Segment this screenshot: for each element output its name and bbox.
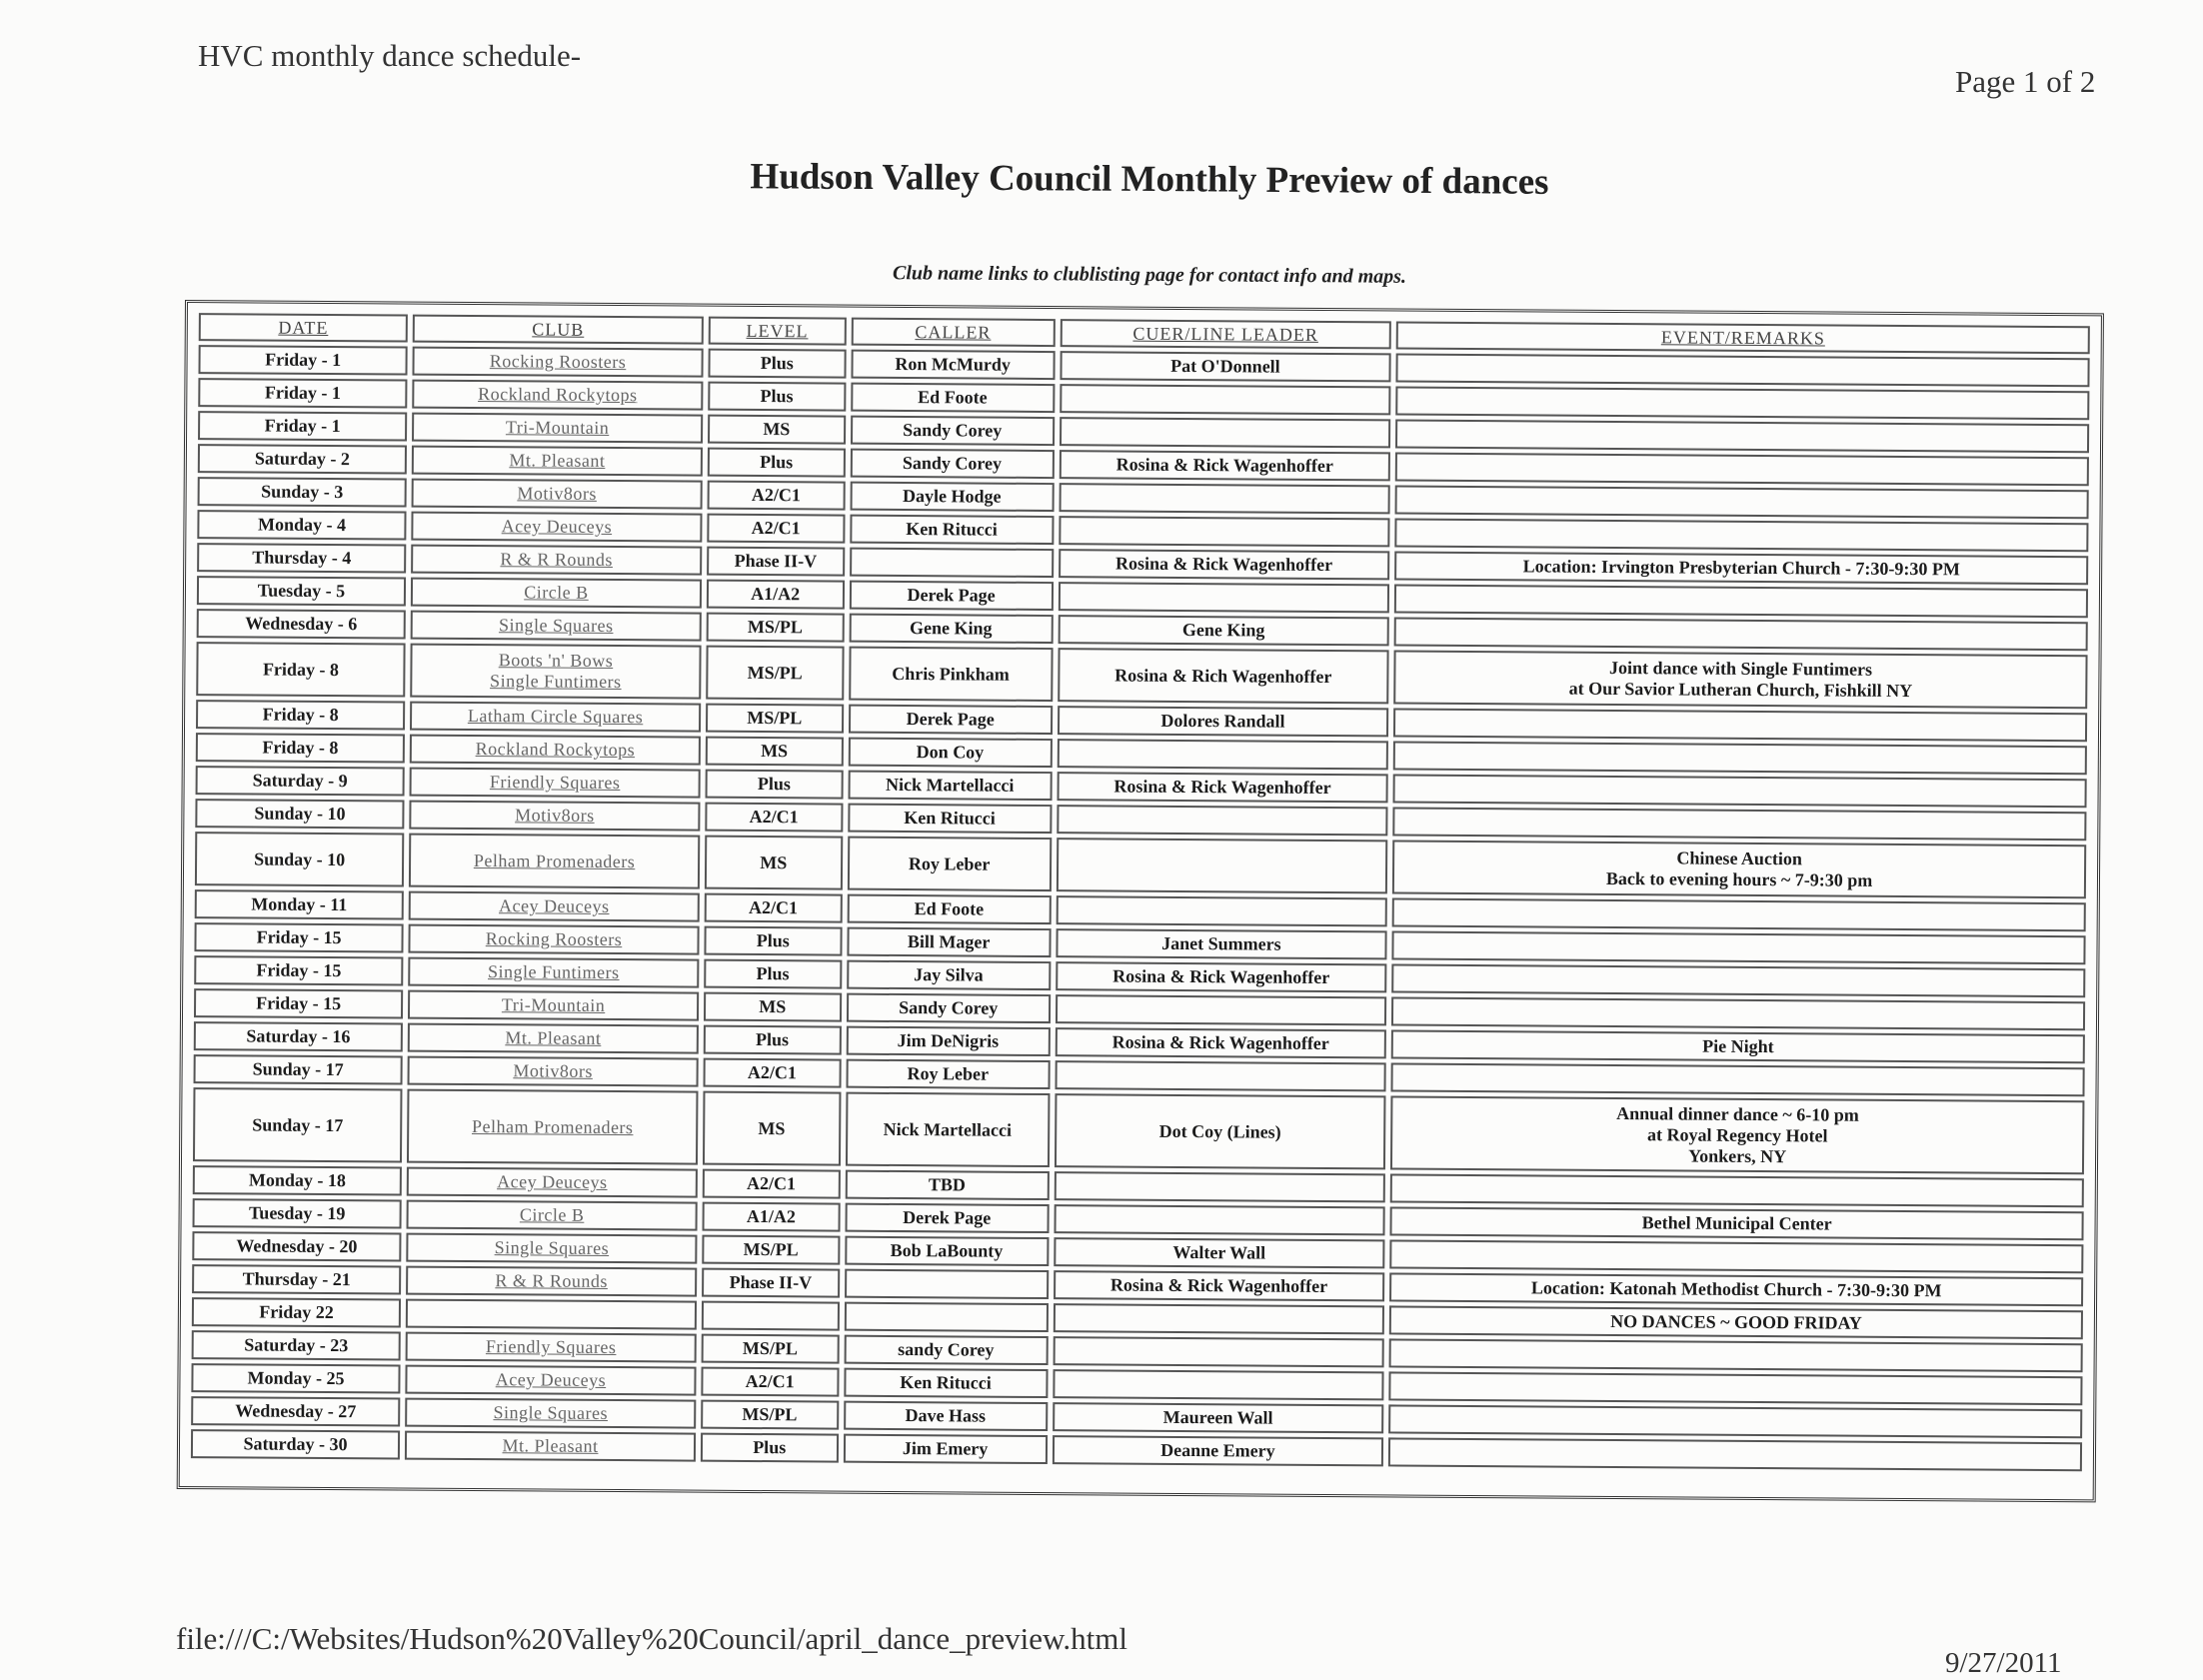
footer-date: 9/27/2011 xyxy=(1945,1647,2062,1679)
cell-level: A2/C1 xyxy=(705,893,843,923)
cell-date: Sunday - 10 xyxy=(195,832,405,886)
cell-club-link[interactable]: Boots 'n' Bows Single Funtimers xyxy=(410,644,701,700)
cell-date: Friday - 8 xyxy=(196,642,406,697)
cell-event xyxy=(1395,386,2089,420)
cell-club-link[interactable]: Friendly Squares xyxy=(410,768,701,799)
cell-club-link[interactable]: Single Squares xyxy=(411,611,702,642)
cell-caller xyxy=(844,1302,1048,1332)
cell-event xyxy=(1391,996,2085,1030)
cell-level: A1/A2 xyxy=(707,580,845,610)
cell-club-link[interactable]: Single Funtimers xyxy=(408,957,699,988)
cell-cuer: Rosina & Rick Wagenhoffer xyxy=(1057,772,1388,803)
cell-cuer xyxy=(1056,994,1387,1025)
cell-date: Friday - 8 xyxy=(196,700,405,730)
cell-caller: Sandy Corey xyxy=(851,416,1055,446)
cell-event xyxy=(1389,1338,2083,1372)
cell-event: NO DANCES ~ GOOD FRIDAY xyxy=(1389,1305,2083,1339)
cell-date: Friday - 8 xyxy=(196,733,405,763)
cell-club-link[interactable]: Mt. Pleasant xyxy=(408,1023,699,1054)
cell-event xyxy=(1392,807,2086,840)
cell-cuer: Rosina & Rick Wagenhoffer xyxy=(1059,450,1390,481)
cell-cuer: Dolores Randall xyxy=(1058,706,1389,737)
cell-level: MS/PL xyxy=(706,646,844,701)
cell-caller: Ken Ritucci xyxy=(848,804,1052,834)
cell-level: A2/C1 xyxy=(705,803,843,833)
cell-date: Saturday - 16 xyxy=(194,1021,403,1051)
cell-club-link xyxy=(406,1299,697,1330)
cell-event xyxy=(1393,708,2087,742)
cell-club-link[interactable]: R & R Rounds xyxy=(411,545,702,576)
cell-club-link[interactable]: Single Squares xyxy=(405,1398,696,1429)
footer-url: file:///C:/Websites/Hudson%20Valley%20Council/april_dance_preview.html xyxy=(176,1621,1127,1656)
table-row xyxy=(193,1087,2084,1174)
cell-date: Tuesday - 19 xyxy=(193,1198,402,1228)
cell-cuer xyxy=(1060,384,1391,415)
cell-club-link[interactable]: Circle B xyxy=(407,1200,698,1231)
cell-level: Phase II-V xyxy=(707,547,845,577)
cell-club-link[interactable]: Acey Deuceys xyxy=(406,1365,697,1396)
cell-date: Sunday - 10 xyxy=(195,799,404,829)
cell-cuer xyxy=(1057,739,1388,770)
cell-level: MS xyxy=(703,1091,841,1166)
cell-event xyxy=(1394,617,2088,651)
cell-cuer xyxy=(1054,1204,1385,1235)
cell-caller: Dave Hass xyxy=(844,1401,1048,1431)
cell-caller: Dayle Hodge xyxy=(850,482,1054,512)
cell-event xyxy=(1393,741,2087,775)
cell-level xyxy=(702,1301,840,1331)
cell-event xyxy=(1395,452,2089,486)
cell-cuer xyxy=(1053,1369,1384,1400)
cell-event xyxy=(1388,1437,2082,1471)
cell-caller: Ed Foote xyxy=(847,894,1051,924)
cell-level: Plus xyxy=(704,926,842,956)
table-row xyxy=(195,832,2086,898)
cell-club-link[interactable]: Motiv8ors xyxy=(408,1056,699,1087)
cell-level: A2/C1 xyxy=(701,1367,839,1397)
cell-cuer: Dot Coy (Lines) xyxy=(1055,1093,1386,1169)
cell-cuer: Janet Summers xyxy=(1056,928,1387,959)
cell-level: Plus xyxy=(701,1433,839,1463)
cell-event xyxy=(1395,419,2089,453)
cell-event xyxy=(1393,774,2087,808)
cell-caller: Ken Ritucci xyxy=(844,1368,1048,1398)
cell-level: MS xyxy=(706,737,844,767)
cell-level: A2/C1 xyxy=(707,514,845,544)
cell-cuer xyxy=(1059,483,1390,514)
cell-club-link[interactable]: Rocking Roosters xyxy=(413,347,704,378)
cell-date: Monday - 18 xyxy=(193,1165,402,1195)
cell-event xyxy=(1388,1404,2082,1438)
cell-caller: Gene King xyxy=(849,614,1053,644)
cell-level: A2/C1 xyxy=(703,1058,841,1088)
cell-cuer: Rosina & Rick Wagenhoffer xyxy=(1056,961,1387,992)
cell-caller: Chris Pinkham xyxy=(849,647,1053,702)
cell-level: MS/PL xyxy=(706,704,844,734)
cell-event xyxy=(1392,897,2086,931)
cell-date: Saturday - 9 xyxy=(196,766,405,796)
cell-event xyxy=(1391,963,2085,997)
cell-cuer: Rosina & Rick Wagenhoffer xyxy=(1055,1027,1386,1058)
cell-cuer xyxy=(1055,1060,1386,1091)
column-header-event: EVENT/REMARKS xyxy=(1396,321,2090,354)
cell-club-link[interactable]: Pelham Promenaders xyxy=(407,1089,698,1165)
cell-caller: Jim Emery xyxy=(844,1434,1048,1464)
cell-level: MS/PL xyxy=(701,1400,839,1430)
cell-event xyxy=(1389,1371,2083,1405)
cell-caller: Jim DeNigris xyxy=(846,1026,1050,1056)
cell-event: Pie Night xyxy=(1391,1029,2085,1063)
cell-cuer: Deanne Emery xyxy=(1053,1435,1384,1466)
cell-caller xyxy=(850,548,1054,578)
cell-date: Saturday - 23 xyxy=(192,1330,401,1360)
cell-cuer: Rosina & Rich Wagenhoffer xyxy=(1058,648,1389,704)
cell-event xyxy=(1390,1173,2084,1207)
cell-cuer xyxy=(1059,516,1390,547)
cell-club-link[interactable]: Circle B xyxy=(411,578,702,609)
schedule-table-frame xyxy=(177,300,2104,1502)
cell-caller: Nick Martellacci xyxy=(848,771,1052,801)
cell-level: Plus xyxy=(708,448,846,478)
schedule-table xyxy=(186,309,2095,1475)
header-left-text: HVC monthly dance schedule- xyxy=(198,38,582,73)
cell-club-link[interactable]: Acey Deuceys xyxy=(411,512,702,543)
cell-event xyxy=(1395,518,2089,552)
cell-club-link[interactable]: Friendly Squares xyxy=(406,1332,697,1363)
cell-caller: Nick Martellacci xyxy=(846,1092,1051,1167)
cell-level: MS/PL xyxy=(701,1334,839,1364)
schedule-body xyxy=(191,345,2090,1471)
cell-level: MS xyxy=(704,992,842,1022)
cell-caller: Ed Foote xyxy=(851,383,1055,413)
cell-date: Monday - 25 xyxy=(191,1363,400,1393)
page-number: Page 1 of 2 xyxy=(1955,64,2096,99)
cell-event: Bethel Municipal Center xyxy=(1390,1206,2084,1240)
cell-caller: Bill Mager xyxy=(847,927,1051,957)
cell-event: Chinese Auction Back to evening hours ~ 7-9:30 pm xyxy=(1392,840,2086,898)
cell-date: Monday - 11 xyxy=(195,889,404,919)
cell-cuer xyxy=(1057,838,1388,893)
cell-club-link[interactable]: Mt. Pleasant xyxy=(405,1431,696,1462)
cell-club-link[interactable]: Motiv8ors xyxy=(409,801,700,832)
cell-club-link[interactable]: Tri-Mountain xyxy=(412,413,703,444)
cell-event xyxy=(1389,1239,2083,1273)
cell-event: Location: Katonah Methodist Church - 7:30-9:30 PM xyxy=(1389,1272,2083,1306)
column-header-date: DATE xyxy=(199,313,408,342)
cell-date: Monday - 4 xyxy=(197,510,406,540)
cell-event xyxy=(1396,353,2090,387)
cell-club-link[interactable]: Mt. Pleasant xyxy=(412,446,703,477)
cell-event xyxy=(1391,1062,2085,1096)
cell-club-link[interactable]: Acey Deuceys xyxy=(409,891,700,922)
cell-date: Wednesday - 6 xyxy=(197,609,406,639)
cell-level: A2/C1 xyxy=(703,1169,841,1199)
cell-date: Friday - 1 xyxy=(198,378,407,408)
cell-club-link[interactable]: Latham Circle Squares xyxy=(410,702,701,733)
cell-date: Friday - 15 xyxy=(194,922,403,952)
cell-caller: Roy Leber xyxy=(848,837,1052,891)
cell-cuer xyxy=(1056,895,1387,926)
cell-level: MS/PL xyxy=(707,613,845,643)
cell-event: Location: Irvington Presbyterian Church - 7:30-9:30 PM xyxy=(1394,551,2088,585)
cell-level: A1/A2 xyxy=(702,1202,840,1232)
cell-level: Plus xyxy=(704,959,842,989)
cell-level: Plus xyxy=(708,382,846,412)
cell-date: Friday - 15 xyxy=(194,955,403,985)
column-header-level: LEVEL xyxy=(709,317,847,346)
cell-cuer: Walter Wall xyxy=(1054,1237,1385,1268)
table-row xyxy=(196,642,2087,709)
cell-cuer xyxy=(1053,1303,1384,1334)
cell-caller: Derek Page xyxy=(849,581,1053,611)
cell-date: Tuesday - 5 xyxy=(197,576,406,606)
cell-event xyxy=(1394,584,2088,618)
cell-event xyxy=(1392,930,2086,964)
cell-caller: Ron McMurdy xyxy=(851,350,1055,380)
cell-date: Sunday - 17 xyxy=(193,1087,403,1162)
cell-date: Sunday - 3 xyxy=(198,477,407,507)
cell-caller: Derek Page xyxy=(845,1203,1049,1233)
cell-level: Plus xyxy=(708,349,846,379)
cell-date: Friday 22 xyxy=(192,1297,401,1327)
cell-date: Saturday - 2 xyxy=(198,444,407,474)
cell-date: Sunday - 17 xyxy=(194,1054,403,1084)
cell-club-link[interactable]: Rocking Roosters xyxy=(409,924,700,955)
cell-club-link[interactable]: Rockland Rockytops xyxy=(412,380,703,411)
cell-cuer xyxy=(1060,417,1391,448)
cell-cuer: Pat O'Donnell xyxy=(1060,351,1391,382)
column-header-cuer: CUER/LINE LEADER xyxy=(1060,319,1391,349)
cell-club-link[interactable]: Motiv8ors xyxy=(412,479,703,510)
cell-club-link[interactable]: Rockland Rockytops xyxy=(410,735,701,766)
cell-cuer xyxy=(1057,805,1388,836)
cell-cuer xyxy=(1054,1171,1385,1202)
cell-level: MS xyxy=(705,836,843,890)
cell-level: Plus xyxy=(705,770,843,800)
cell-event: Annual dinner dance ~ 6-10 pm at Royal Regency Hotel Yonkers, NY xyxy=(1390,1095,2084,1174)
cell-level: Plus xyxy=(704,1025,842,1055)
cell-club-link[interactable]: Pelham Promenaders xyxy=(409,834,700,889)
column-header-club: CLUB xyxy=(413,315,704,345)
cell-club-link[interactable]: R & R Rounds xyxy=(406,1266,697,1297)
page-subtitle: Club name links to clublisting page for contact info and maps. xyxy=(892,262,1407,288)
cell-level: A2/C1 xyxy=(707,481,845,511)
cell-caller: Jay Silva xyxy=(847,960,1051,990)
cell-date: Wednesday - 27 xyxy=(191,1396,400,1426)
cell-date: Saturday - 30 xyxy=(191,1429,400,1459)
cell-caller: Sandy Corey xyxy=(847,993,1051,1023)
cell-cuer: Rosina & Rick Wagenhoffer xyxy=(1059,549,1390,580)
cell-date: Wednesday - 20 xyxy=(192,1231,401,1261)
cell-cuer: Maureen Wall xyxy=(1053,1402,1384,1433)
cell-caller: sandy Corey xyxy=(844,1335,1048,1365)
cell-caller: Don Coy xyxy=(848,738,1052,768)
column-header-caller: CALLER xyxy=(851,318,1055,347)
cell-date: Thursday - 4 xyxy=(197,543,406,573)
cell-caller: Roy Leber xyxy=(846,1059,1050,1089)
cell-club-link[interactable]: Acey Deuceys xyxy=(407,1167,698,1198)
cell-level: Phase II-V xyxy=(702,1268,840,1298)
cell-date: Friday - 15 xyxy=(194,988,403,1018)
cell-event xyxy=(1395,485,2089,519)
cell-caller: Derek Page xyxy=(849,705,1053,735)
cell-caller: Ken Ritucci xyxy=(850,515,1054,545)
cell-level: MS xyxy=(708,415,846,445)
cell-date: Friday - 1 xyxy=(198,345,407,375)
cell-event: Joint dance with Single Funtimers at Our Savior Lutheran Church, Fishkill NY xyxy=(1393,650,2087,709)
cell-cuer xyxy=(1053,1336,1384,1367)
cell-cuer: Gene King xyxy=(1058,615,1389,646)
cell-date: Friday - 1 xyxy=(198,411,407,441)
cell-level: MS/PL xyxy=(702,1235,840,1265)
cell-club-link[interactable]: Tri-Mountain xyxy=(408,990,699,1021)
cell-caller xyxy=(845,1269,1049,1299)
page-title: Hudson Valley Council Monthly Preview of dances xyxy=(750,156,1549,203)
cell-caller: TBD xyxy=(845,1170,1049,1200)
cell-cuer xyxy=(1058,582,1389,613)
cell-cuer: Rosina & Rick Wagenhoffer xyxy=(1054,1270,1385,1301)
cell-caller: Bob LaBounty xyxy=(845,1236,1049,1266)
cell-caller: Sandy Corey xyxy=(850,449,1054,479)
cell-date: Thursday - 21 xyxy=(192,1264,401,1294)
cell-club-link[interactable]: Single Squares xyxy=(406,1233,697,1264)
